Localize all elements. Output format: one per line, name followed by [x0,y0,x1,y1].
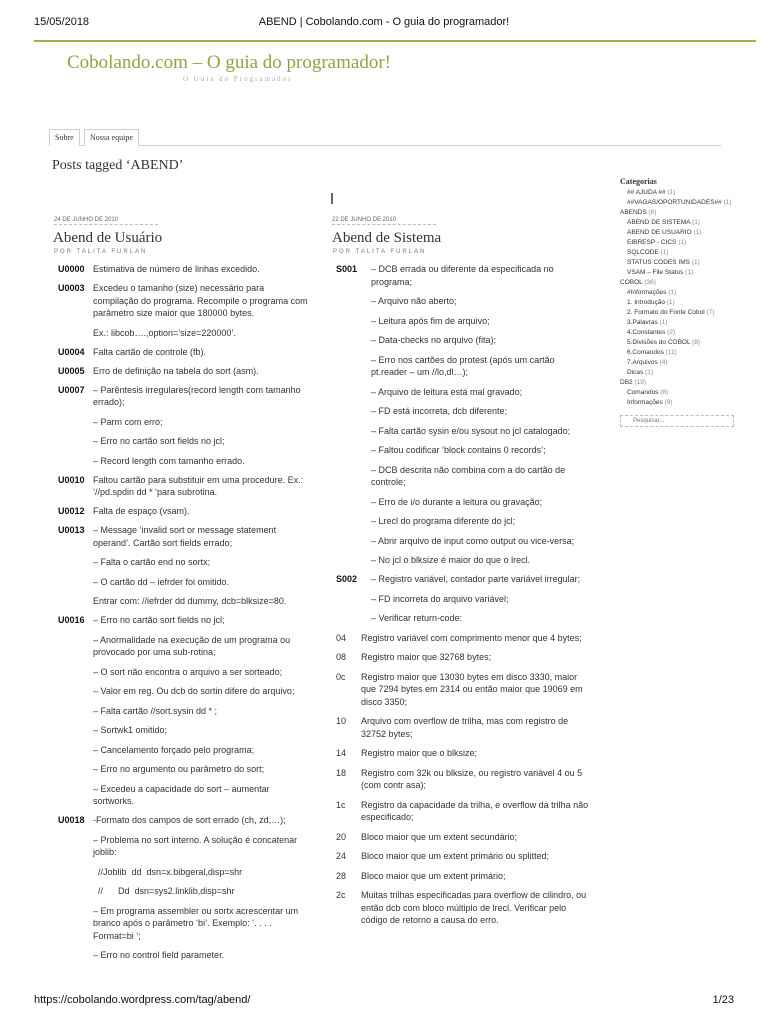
abend-description [93,814,308,962]
abend-code: U0018 [58,815,85,825]
search-input[interactable]: Pesquisar... [620,415,734,427]
print-url: https://cobolando.wordpress.com/tag/abend/ [34,994,251,1006]
description-line: – Abrir arquivo de input como output ou vice-versa; [371,535,575,546]
return-code-description: Registro maior que 13030 bytes em disco 3330, maior que 7294 bytes em 2314 ou então maior que 19069 em disco 3350; [361,671,583,707]
post-author: POR TALITA FURLAN [333,249,427,255]
abend-code: U0016 [58,615,85,625]
category-count: (1) [691,259,700,266]
abend-entry [58,524,308,608]
return-code-row [336,831,592,844]
category-count: (2) [667,329,676,336]
category-link[interactable]: ABEND DE USUARIO [627,229,692,236]
return-code-description: Registro maior que o blksize; [361,748,478,758]
description-line: – Parêntesis irregulares(record length com tamanho errado); [93,384,301,407]
description-line: – Falta o cartão end no sortx; [93,557,211,567]
return-code: 10 [336,716,347,726]
abend-code: S001 [336,264,358,274]
description-line: Falta de espaço (vsam). [93,506,190,516]
abend-entry [336,573,592,934]
category-link[interactable]: STATUS CODES IMS [627,259,690,266]
abend-entry [58,384,308,468]
return-code-row [336,850,592,863]
sidebar-category-item [620,278,740,288]
sidebar-category-item [620,348,740,358]
category-link[interactable]: Comandos [627,389,659,396]
description-line: – Leitura após fim de arquivo; [371,315,490,326]
abend-description [93,614,308,808]
sidebar-category-item [620,388,740,398]
category-count: (7) [706,309,715,316]
sidebar-category-item [620,258,740,268]
return-code-description: Bloco maior que um extent secundário; [361,831,518,842]
abend-code: U0013 [58,525,85,535]
description-line: // Dd dsn=sys2.linklib,disp=shr [93,886,235,896]
category-count: (1) [666,299,675,306]
category-count: (19) [634,379,647,386]
abend-description [93,365,308,378]
sidebar-category-item [620,338,740,348]
return-code-description: Arquivo com overflow de trilha, mas com registro de 32752 bytes; [361,716,569,739]
return-code-row [336,651,592,664]
abend-code: U0004 [58,346,85,357]
sidebar-title: Categorias [620,177,657,186]
description-line: – O sort não encontra o arquivo a ser sorteado; [93,666,283,677]
description-line: – No jcl o blksize é maior do que o lrecl. [371,555,531,565]
site-tagline: O Guia do Programador [183,75,293,83]
category-link[interactable]: 5.Divisões do COBOL [627,339,691,346]
abend-entry [58,263,308,276]
category-count: (1) [667,189,676,196]
description-line: – Em programa assembler ou sortx acrescentar um branco após o parâmetro ‘bi’. Exemplo: ‘. . . . Format=bi ‘; [93,905,299,941]
sidebar-category-item [620,248,740,258]
description-line: – Erro no control field parameter. [93,950,225,960]
post-author: POR TALITA FURLAN [54,249,148,255]
category-count: (1) [693,229,702,236]
return-code-row [336,671,592,709]
abend-code: S002 [336,574,358,584]
description-line: – FD incorreta do arquivo variável; [371,593,509,604]
description-line: Faltou cartão para substituir em uma procedure. Ex.: ‘//pd.spdin dd * ‘para subrotina. [93,474,304,497]
sidebar-category-item [620,398,740,408]
category-link[interactable]: 2. Formato do Fonte Cobol [627,309,705,316]
description-line: – Registro variável, contador parte variável irregular; [371,574,581,584]
return-code-row [336,799,592,824]
category-link[interactable]: ##VAGAS/OPORTUNIDADES## [627,199,722,206]
description-line: – FD está incorreta, dcb diferente; [371,406,508,416]
site-title-link[interactable]: Cobolando.com – O guia do programador! [67,52,391,73]
print-header [34,16,734,32]
abend-code: U0003 [58,283,85,293]
description-line: – Data-checks no arquivo (fita); [371,335,497,345]
description-line: – Verificar return-code: [371,613,463,623]
category-count: (1) [723,199,732,206]
abend-entry [58,614,308,808]
abend-code: U0005 [58,365,85,376]
category-link[interactable]: Dicas [627,369,644,376]
category-count: (9) [664,399,673,406]
category-count: (4) [659,359,668,366]
return-code-row [336,715,592,740]
abend-entry [58,505,308,518]
header-divider [34,40,756,42]
description-line: Excedeu o tamanho (size) necessário para compilação do programa. Recompile o programa com parâmetro size maior que 180000 bytes. [93,283,308,318]
return-code-row [336,747,592,760]
return-code-description: Registro variável com comprimento menor que 4 bytes; [361,632,582,643]
description-line: – DCB errada ou diferente da especificada no programa; [371,264,554,287]
sidebar-category-item [620,318,740,328]
abend-entry [336,263,592,567]
description-line: – Record length com tamanho errado. [93,455,245,466]
sidebar-category-item [620,218,740,228]
description-line: Erro de definição na tabela do sort (asm). [93,365,259,376]
abend-code: U0000 [58,264,85,274]
sidebar-category-item [620,328,740,338]
category-count: (1) [660,249,669,256]
category-count: (1) [659,319,668,326]
return-code-row [336,767,592,792]
category-count: (11) [665,349,677,356]
post-entries [336,263,592,940]
post-date: 24 DE JUNHO DE 2010 [54,217,158,225]
return-code: 14 [336,748,347,758]
abend-entry [58,365,308,378]
abend-description [93,282,308,339]
page-heading: Posts tagged ‘ABEND’ [52,158,184,173]
description-line: – Cancelamento forçado pelo programa; [93,744,255,755]
description-line: – DCB descrita não combina com a do cartão de controle; [371,464,566,487]
category-count: (6) [648,209,657,216]
return-code-description: Registro maior que 32768 bytes; [361,652,492,662]
sidebar [620,177,740,427]
sidebar-category-item [620,308,740,318]
description-line: – Problema no sort interno. A solução é concatenar joblib: [93,834,298,857]
description-line: – Valor em reg. Ou dcb do sortin difere do arquivo; [93,686,295,696]
return-code-row [336,632,592,645]
sidebar-category-item [620,208,740,218]
sidebar-category-item [620,378,740,388]
category-link[interactable]: EIBRESP - CICS [627,239,677,246]
category-count: (1) [685,269,694,276]
return-code: 04 [336,632,347,643]
category-link[interactable]: ABEND DE SISTEMA [627,219,691,226]
category-count: (1) [678,239,687,246]
category-count: (8) [660,389,669,396]
sidebar-category-item [620,198,740,208]
category-link[interactable]: #Informações [627,289,667,296]
return-code-row [336,889,592,927]
return-code: 24 [336,851,347,861]
description-line: Estimativa de número de linhas excedido. [93,264,260,274]
return-code: 20 [336,831,347,842]
return-code-description: Registro com 32k ou blksize, ou registro variável 4 ou 5 (com contr asa); [361,767,583,790]
description-line: – Parm com erro; [93,416,163,427]
category-link[interactable]: 3.Palavras [627,319,658,326]
return-code-description: Registro da capacidade da trilha, e overflow da trilha não especificado; [361,799,589,822]
description-line: – Arquivo de leitura está mal gravado; [371,386,523,397]
return-code: 28 [336,870,347,881]
description-line: – Erro de i/o durante a leitura ou gravação; [371,496,543,507]
post-title-link[interactable]: Abend de Usuário [53,230,163,246]
sidebar-category-item [620,188,740,198]
description-line: -Formato dos campos de sort errado (ch, zd,…); [93,815,286,825]
abend-entry [58,474,308,499]
description-line: Entrar com: //iefrder dd dummy, dcb=blksize=80. [93,596,287,606]
category-link[interactable]: 1. Introdução [627,299,665,306]
sidebar-category-item [620,368,740,378]
description-line: – Erro no argumento ou parâmetro do sort; [93,764,265,774]
return-code-row [336,870,592,883]
nav-divider [49,145,721,146]
return-code-description: Bloco maior que um extent primário ou splitted; [361,851,550,861]
description-line: – Arquivo não aberto; [371,296,457,306]
print-footer [34,994,734,1008]
category-list [620,188,740,408]
category-link[interactable]: 7.Arquivos [627,359,658,366]
abend-code: U0010 [58,474,85,485]
sidebar-category-item [620,268,740,278]
description-line: Falta cartão de controle (fb). [93,346,207,357]
category-link[interactable]: SQLCODE [627,249,659,256]
category-link[interactable]: Informações [627,399,663,406]
description-line: – Anormalidade na execução de um programa ou provocado por uma sub-rotina; [93,634,291,657]
description-line: – Sortwk1 omitido; [93,725,168,735]
return-code: 1c [336,799,346,810]
return-code: 0c [336,671,346,682]
return-code: 08 [336,652,347,662]
abend-description [93,263,308,276]
abend-entry [58,282,308,339]
category-count: (1) [692,219,700,226]
sidebar-category-item [620,288,740,298]
abend-code: U0007 [58,384,85,395]
sidebar-category-item [620,228,740,238]
abend-entry [58,814,308,962]
category-link[interactable]: DB2 [620,379,633,386]
post-entries [58,263,308,968]
text-cursor [331,193,333,204]
abend-code: U0012 [58,506,85,516]
description-line: – O cartão dd – iefrder foi omitido. [93,576,230,587]
sidebar-category-item [620,358,740,368]
abend-description [93,384,308,468]
abend-description [93,346,308,359]
category-count: (1) [645,369,654,376]
post-title-link[interactable]: Abend de Sistema [332,230,442,246]
return-code: 18 [336,767,347,778]
description-line: – Erro no cartão sort fields no jcl; [93,615,225,625]
tab-sobre[interactable]: Sobre [49,129,80,146]
category-link[interactable]: ## AJUDA ## [627,189,666,196]
print-document-title: ABEND | Cobolando.com - O guia do programador! [258,16,510,28]
sidebar-category-item [620,238,740,248]
abend-description [93,474,308,499]
category-count: (1) [668,289,677,296]
abend-description [93,524,308,608]
description-line: – Excedeu a capacidade do sort – aumentar sortworks. [93,783,270,806]
description-line: – Erro no cartão sort fields no jcl; [93,436,225,446]
sidebar-category-item [620,298,740,308]
category-count: (8) [692,339,701,346]
abend-description [371,263,592,567]
description-line: – Faltou codificar ‘block contains 0 records’; [371,445,546,455]
post-date: 22 DE JUNHO DE 2010 [332,217,436,225]
print-page-number: 1/23 [712,994,734,1006]
description-line: Ex.: libcob….,option=’size=220000’. [93,327,236,338]
abend-entry [58,346,308,359]
return-code-description: Muitas trilhas especificadas para overflow de cilindro, ou então dcb com bloco múltiplo de lrecl. Verificar pelo código de retorno a causa do erro. [361,890,587,925]
category-link[interactable]: 4.Constantes [627,329,666,336]
return-code: 2c [336,890,346,900]
category-link[interactable]: 6.Comandos [627,349,664,356]
category-link[interactable]: ABENDS [620,209,647,216]
category-link[interactable]: VSAM – File Status [627,269,684,276]
category-count: (36) [644,279,656,286]
print-date: 15/05/2018 [34,16,90,28]
abend-description [93,505,308,518]
description-line: //Joblib dd dsn=x.bibgeral,disp=shr [93,866,243,877]
description-line: – Erro nos cartões do protest (após um cartão pt.reader – um //lo,dl…); [371,354,555,377]
return-code-description: Bloco maior que um extent primário; [361,870,506,881]
tab-nossa-equipe[interactable]: Nossa equipe [84,129,139,146]
return-code-table [336,632,592,927]
description-line: – Lrecl do programa diferente do jcl; [371,516,516,526]
description-line: – Falta cartão //sort.sysin dd * ; [93,705,218,716]
category-link[interactable]: COBOL [620,279,643,286]
description-line: – Falta cartão sysin e/ou sysout no jcl catalogado; [371,425,571,436]
description-line: – Message ‘invalid sort or message statement operand’. Cartão sort fields errado; [93,525,277,548]
